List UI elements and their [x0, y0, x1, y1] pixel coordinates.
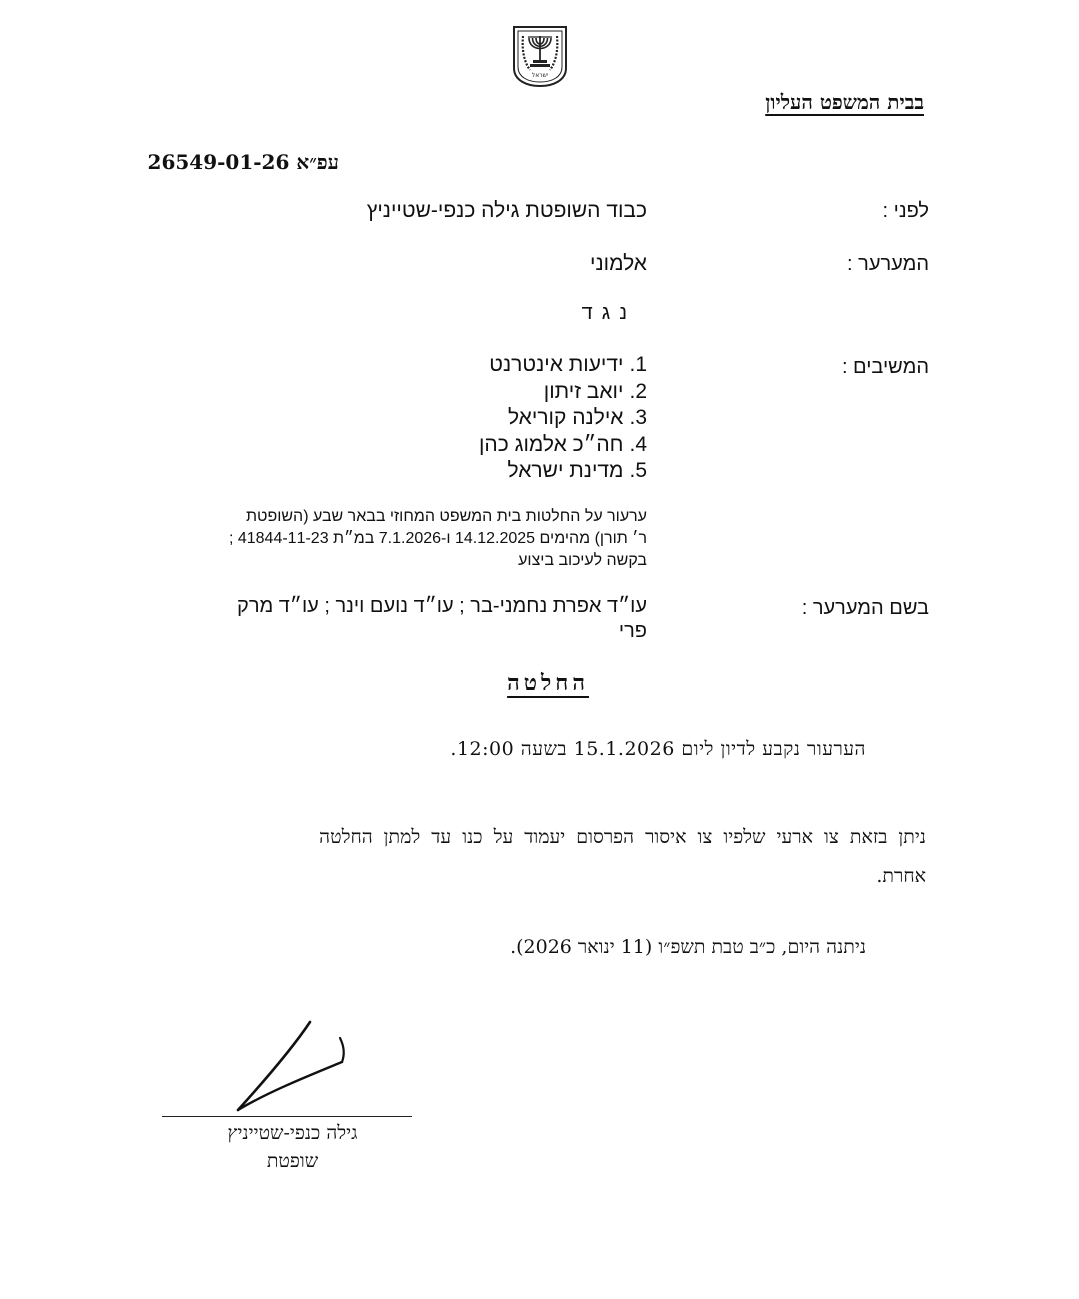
respondent-name: מדינת ישראל	[507, 459, 624, 482]
appellant-label: המערער :	[847, 253, 929, 275]
appellant-name: אלמוני	[590, 252, 647, 275]
appeal-description-line: ערעור על החלטות בית המשפט המחוזי בבאר שבע (השופטת	[245, 508, 647, 525]
respondent-item	[479, 458, 647, 485]
versus-text: נגד	[581, 302, 636, 324]
state-emblem-icon	[510, 24, 570, 88]
counsel-line: עו״ד אפרת נחמני-בר ; עו״ד נועם וינר ; עו״ד מרק	[237, 595, 647, 617]
respondent-name: יואב זיתון	[543, 379, 624, 403]
before-label: לפני :	[882, 200, 929, 222]
respondent-item	[479, 352, 647, 379]
appeal-description-line: בקשה לעיכוב ביצוע	[518, 552, 647, 569]
court-title: בבית המשפט העליון	[765, 90, 924, 114]
appeal-description-line: ר׳ תורן) מהימים 14.12.2025 ו-7.1.2026 במ״ת 41844-11-23 ;	[228, 530, 647, 547]
interim-order-line: אחרת.	[876, 865, 926, 887]
respondent-number: 3.	[629, 406, 647, 429]
emblem-text: ישראל	[531, 72, 549, 79]
judge-name: גילה כנפי-שטייניץ	[227, 1122, 358, 1144]
case-number: עפ״א 26549-01-26	[147, 150, 339, 174]
interim-order-paragraph	[148, 818, 926, 896]
respondent-number: 5.	[629, 459, 647, 482]
counsel-line: פרי	[618, 620, 647, 642]
respondent-number: 1.	[629, 353, 647, 376]
respondent-name: ידיעות אינטרנט	[489, 353, 624, 376]
given-date: ניתנה היום, כ״ב טבת תשפ״ו (11 ינואר 2026).	[510, 936, 866, 958]
counsel-label: בשם המערער :	[801, 597, 929, 619]
appeal-description	[152, 506, 647, 572]
interim-order-line: ניתן בזאת צו ארעי שלפיו צו איסור הפרסום יעמוד על כנו עד למתן החלטה	[319, 826, 926, 848]
judge-before: כבוד השופטת גילה כנפי-שטייניץ	[366, 199, 647, 222]
respondent-name: חה״כ אלמוג כהן	[478, 432, 624, 456]
signature-line	[162, 1116, 412, 1117]
respondent-item	[479, 432, 647, 459]
respondent-number: 2.	[629, 379, 647, 403]
respondents-list	[479, 352, 647, 485]
respondent-name: אילנה קוריאל	[507, 406, 624, 429]
respondents-label: המשיבים :	[841, 356, 929, 378]
decision-title: החלטה	[507, 670, 589, 696]
respondent-item	[479, 405, 647, 432]
hearing-date-paragraph: הערעור נקבע לדיון ליום 15.1.2026 בשעה 12:00.	[450, 738, 866, 760]
respondent-item	[479, 379, 647, 406]
judge-title: שופטת	[266, 1150, 319, 1172]
counsel-names	[187, 594, 647, 644]
respondent-number: 4.	[629, 432, 647, 456]
handwritten-signature-icon	[228, 1018, 358, 1114]
